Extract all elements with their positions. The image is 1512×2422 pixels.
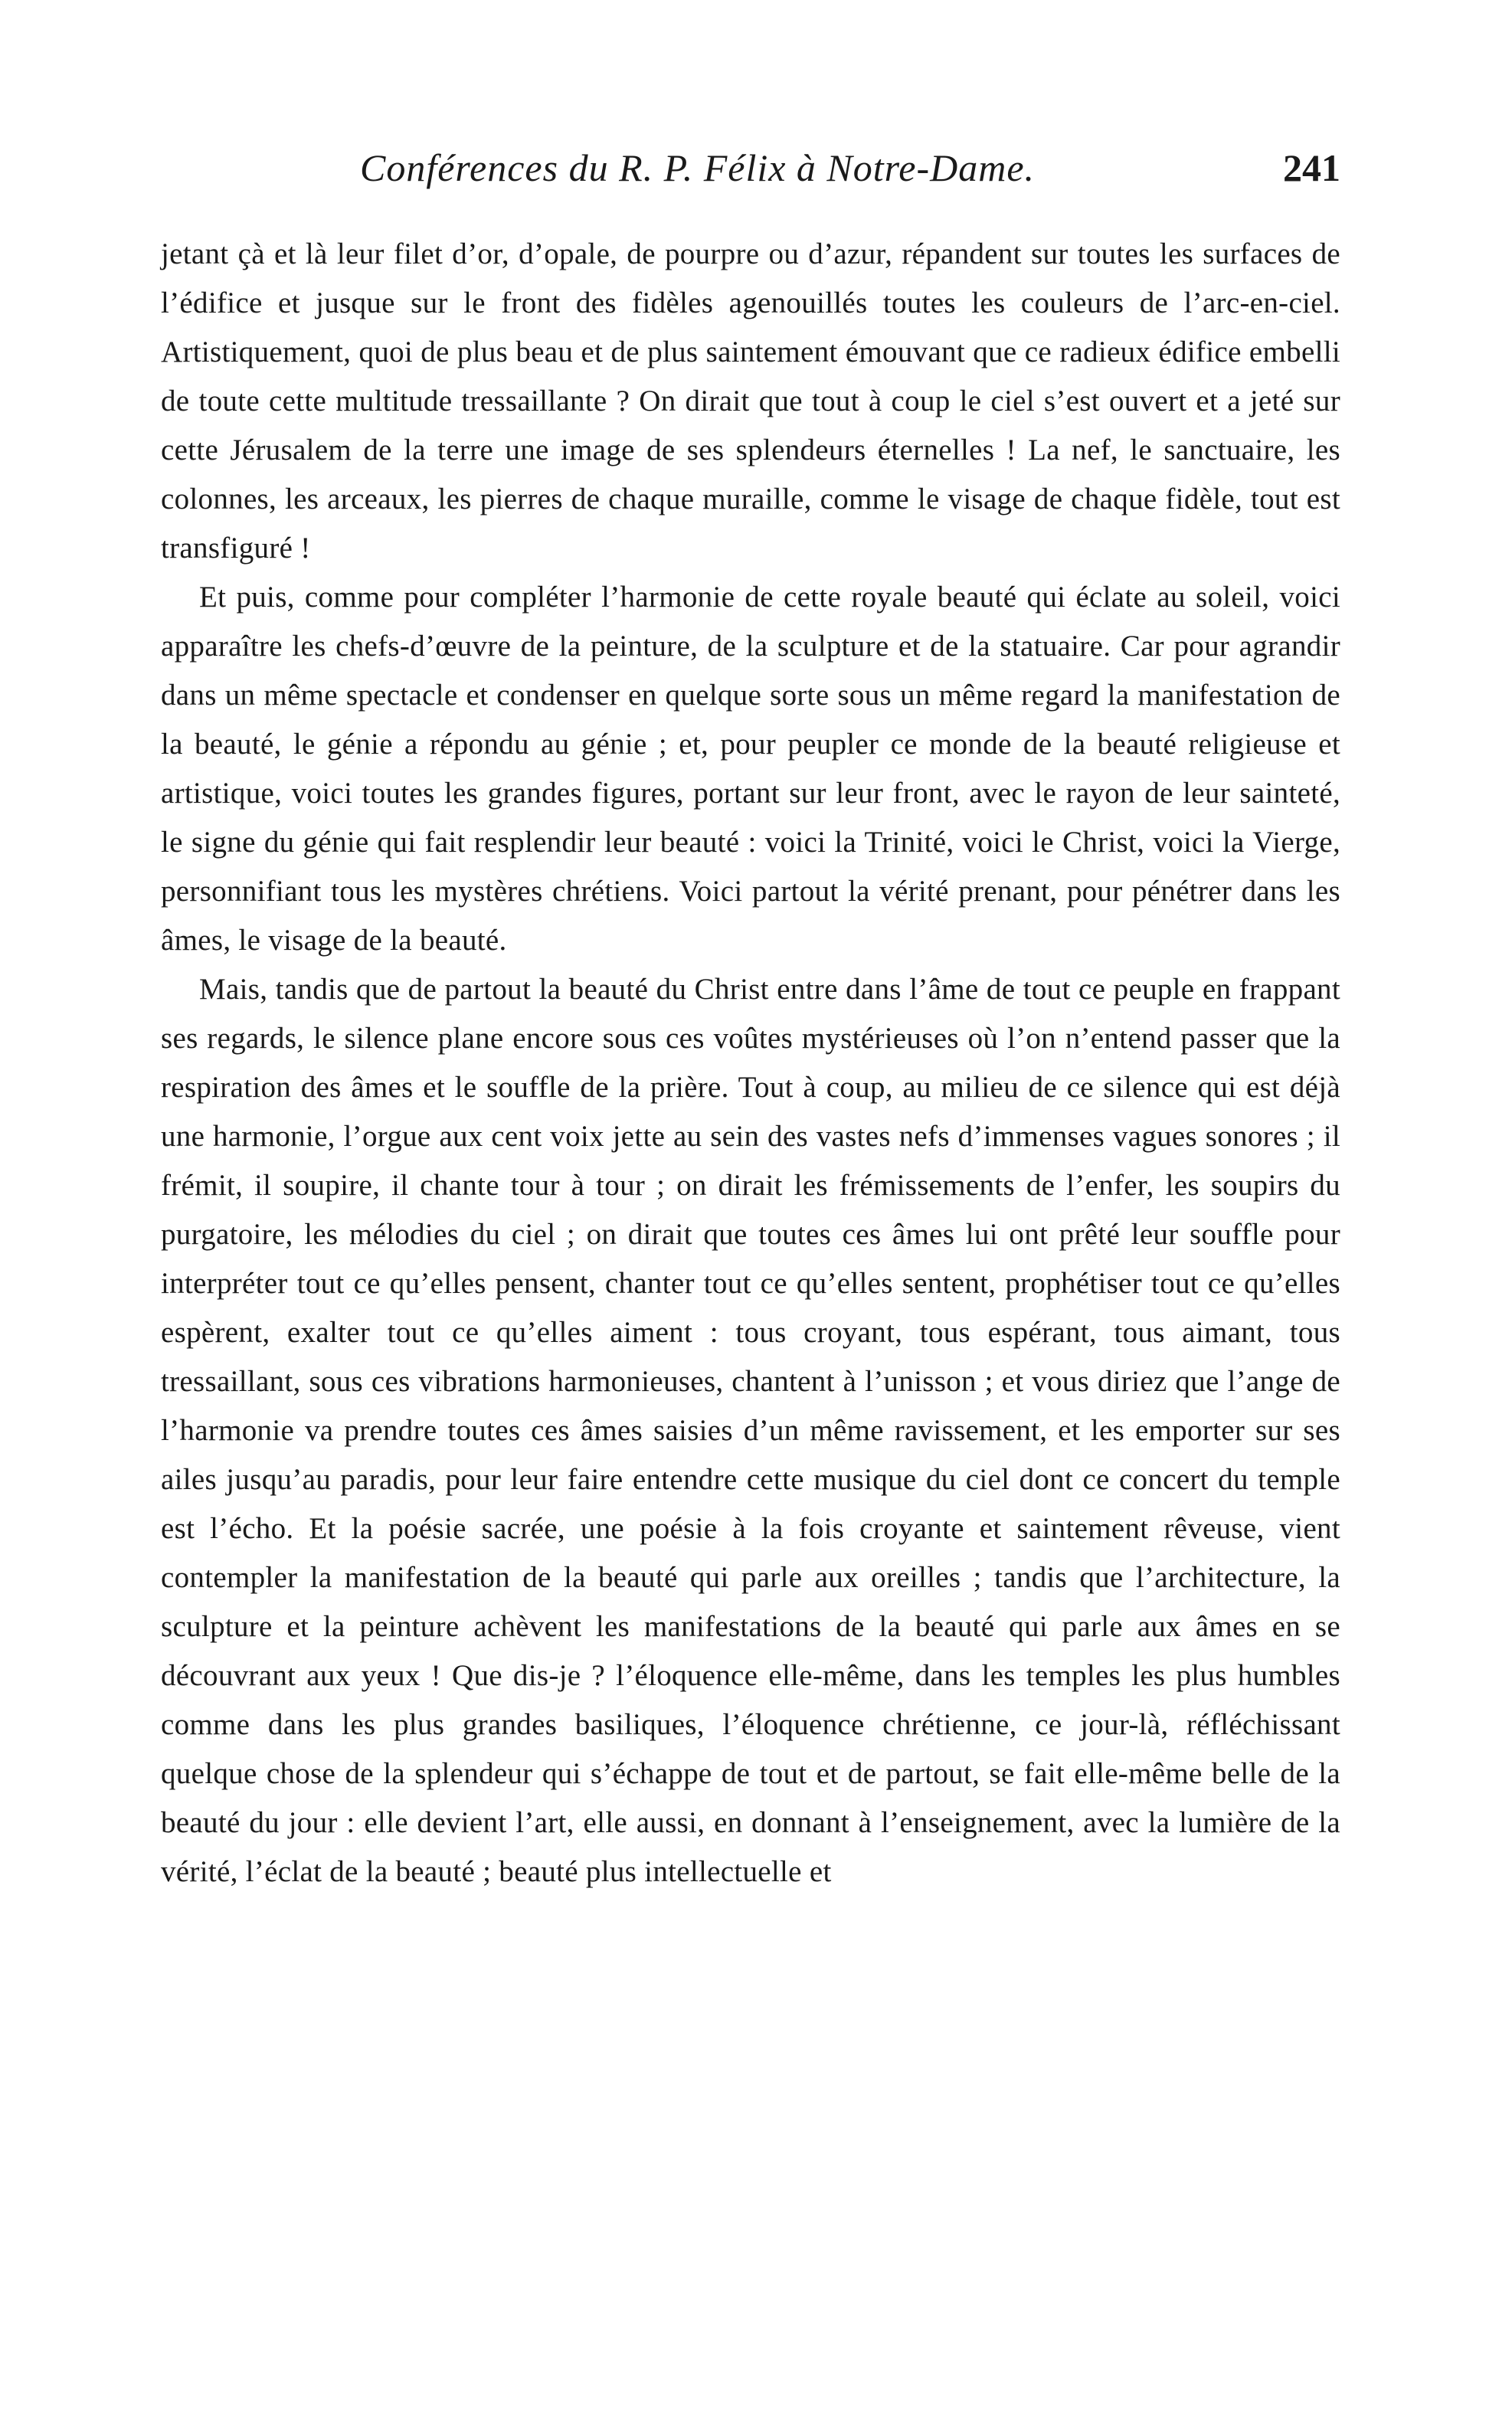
book-page bbox=[161, 146, 1340, 2367]
page-number: 241 bbox=[1283, 146, 1340, 189]
running-head bbox=[161, 146, 1340, 199]
running-title: Conférences du R. P. Félix à Notre-Dame. bbox=[360, 146, 1036, 189]
paragraph-3: Mais, tandis que de partout la beauté du Christ entre dans l’âme de tout ce peuple en frappant ses regards, le silence plane encore sous ces voûtes mystérieuses où l’on n’entend passer que la respiration des âmes et le souffle de la prière. Tout à coup, au milieu de ce silence qui est déjà une harmonie, l’orgue aux cent voix jette au sein des vastes nefs d’immenses vagues sonores ; il frémit, il soupire, il chante tour à tour ; on dirait les frémissements de l’enfer, les soupirs du purgatoire, les mélodies du ciel ; on dirait que toutes ces âmes lui ont prêté leur souffle pour interpréter tout ce qu’elles pensent, chanter tout ce qu’elles sentent, prophétiser tout ce qu’elles espèrent, exalter tout ce qu’elles aiment : tous croyant, tous espérant, tous aimant, tous tressaillant, sous ces vibrations harmonieuses, chantent à l’unisson ; et vous diriez que l’ange de l’harmonie va prendre toutes ces âmes saisies d’un même ravissement, et les emporter sur ses ailes jusqu’au paradis, pour leur faire entendre cette musique du ciel dont ce concert du temple est l’écho. Et la poésie sacrée, une poésie à la fois croyante et saintement rêveuse, vient contempler la manifestation de la beauté qui parle aux oreilles ; tandis que l’architecture, la sculpture et la peinture achèvent les manifestations de la beauté qui parle aux âmes en se découvrant aux yeux ! Que dis-je ? l’éloquence elle-même, dans les temples les plus humbles comme dans les plus grandes basiliques, l’éloquence chrétienne, ce jour-là, réfléchissant quelque chose de la splendeur qui s’échappe de tout et de partout, se fait elle-même belle de la beauté du jour : elle devient l’art, elle aussi, en donnant à l’enseignement, avec la lumière de la vérité, l’éclat de la beauté ; beauté plus intellectuelle et bbox=[161, 973, 1340, 1888]
body-text bbox=[161, 230, 1340, 1897]
paragraph-1: jetant çà et là leur filet d’or, d’opale, de pourpre ou d’azur, répandent sur toutes les surfaces de l’édifice et jusque sur le front des fidèles agenouillés toutes les couleurs de l’arc-en-ciel. Artistiquement, quoi de plus beau et de plus saintement émouvant que ce radieux édifice embelli de toute cette multitude tressaillante ? On dirait que tout à coup le ciel s’est ouvert et a jeté sur cette Jérusalem de la terre une image de ses splendeurs éternelles ! La nef, le sanctuaire, les colonnes, les arceaux, les pierres de chaque muraille, comme le visage de chaque fidèle, tout est transfiguré ! bbox=[161, 237, 1340, 565]
paragraph-2: Et puis, comme pour compléter l’harmonie de cette royale beauté qui éclate au soleil, voici apparaître les chefs-d’œuvre de la peinture, de la sculpture et de la statuaire. Car pour agrandir dans un même spectacle et condenser en quelque sorte sous un même regard la manifestation de la beauté, le génie a répondu au génie ; et, pour peupler ce monde de la beauté religieuse et artistique, voici toutes les grandes figures, portant sur leur front, avec le rayon de leur sainteté, le signe du génie qui fait resplendir leur beauté : voici la Trinité, voici le Christ, voici la Vierge, personnifiant tous les mystères chrétiens. Voici partout la vérité prenant, pour pénétrer dans les âmes, le visage de la beauté. bbox=[161, 581, 1340, 957]
